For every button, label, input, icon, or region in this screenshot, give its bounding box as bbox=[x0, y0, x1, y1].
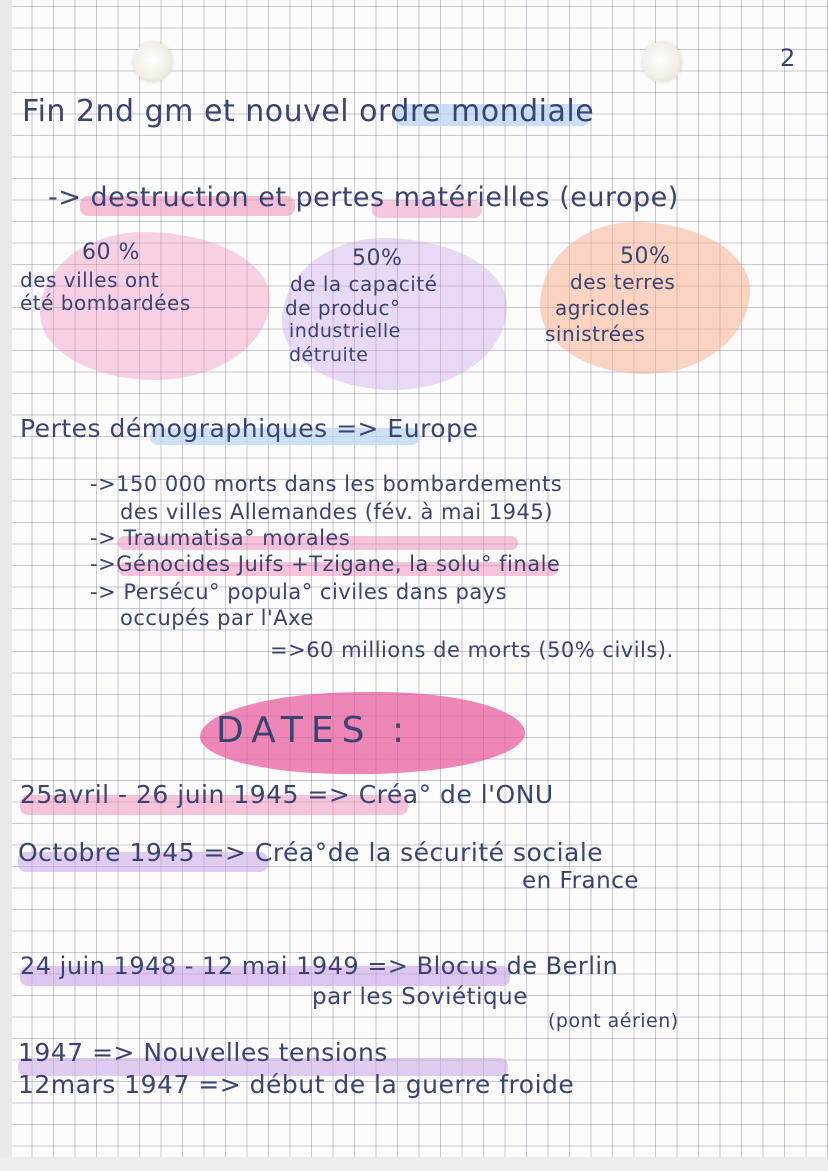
loss-item-1: ->150 000 morts dans les bombardements bbox=[90, 472, 563, 496]
date-item-3-note: (pont aérien) bbox=[548, 1010, 679, 1032]
date-item-4: 1947 => Nouvelles tensions bbox=[18, 1038, 388, 1067]
binder-hole-left bbox=[133, 42, 173, 82]
loss-item-1b: des villes Allemandes (fév. à mai 1945) bbox=[120, 500, 553, 524]
date-item-5: 12mars 1947 => début de la guerre froide bbox=[18, 1070, 575, 1099]
loss-item-3: ->Génocides Juifs +Tzigane, la solu° finale bbox=[90, 552, 561, 576]
section-heading-demographic: Pertes démographiques => Europe bbox=[20, 414, 479, 443]
stat-3-line-3: sinistrées bbox=[545, 322, 646, 346]
date-item-1: 25avril - 26 juin 1945 => Créa° de l'ONU bbox=[20, 780, 554, 809]
stat-value-1: 60 % bbox=[82, 240, 140, 265]
stat-3-line-1: des terres bbox=[570, 270, 676, 294]
stat-1-line-1: des villes ont bbox=[20, 268, 160, 292]
loss-item-2: -> Traumatisa° morales bbox=[90, 526, 351, 550]
stat-1-line-2: été bombardées bbox=[20, 291, 191, 315]
stat-2-line-1: de la capacité bbox=[290, 272, 438, 296]
loss-total: =>60 millions de morts (50% civils). bbox=[270, 638, 674, 662]
page-number: 2 bbox=[780, 44, 796, 72]
loss-item-4: -> Persécu° popula° civiles dans pays bbox=[90, 580, 508, 604]
date-item-3-continued: par les Soviétique bbox=[312, 984, 528, 1010]
stat-3-line-2: agricoles bbox=[555, 296, 650, 320]
stat-value-3: 50% bbox=[620, 244, 671, 269]
stat-2-line-4: détruite bbox=[289, 344, 369, 366]
date-item-2-continued: en France bbox=[522, 868, 640, 894]
date-item-2: Octobre 1945 => Créa°de la sécurité sociale bbox=[18, 838, 604, 867]
page-bottom-edge bbox=[0, 1157, 828, 1171]
dates-heading: DATES : bbox=[216, 710, 413, 751]
date-item-3: 24 juin 1948 - 12 mai 1949 => Blocus de Berlin bbox=[20, 952, 619, 980]
stat-2-line-2: de produc° bbox=[285, 296, 401, 320]
page-left-edge bbox=[0, 0, 12, 1171]
stat-value-2: 50% bbox=[352, 246, 403, 271]
loss-item-4b: occupés par l'Axe bbox=[120, 606, 314, 630]
page-title: Fin 2nd gm et nouvel ordre mondiale bbox=[22, 94, 595, 129]
stat-2-line-3: industrielle bbox=[289, 320, 401, 342]
binder-hole-right bbox=[642, 42, 682, 82]
section-heading-destruction: -> destruction et pertes matérielles (europe) bbox=[48, 182, 679, 213]
